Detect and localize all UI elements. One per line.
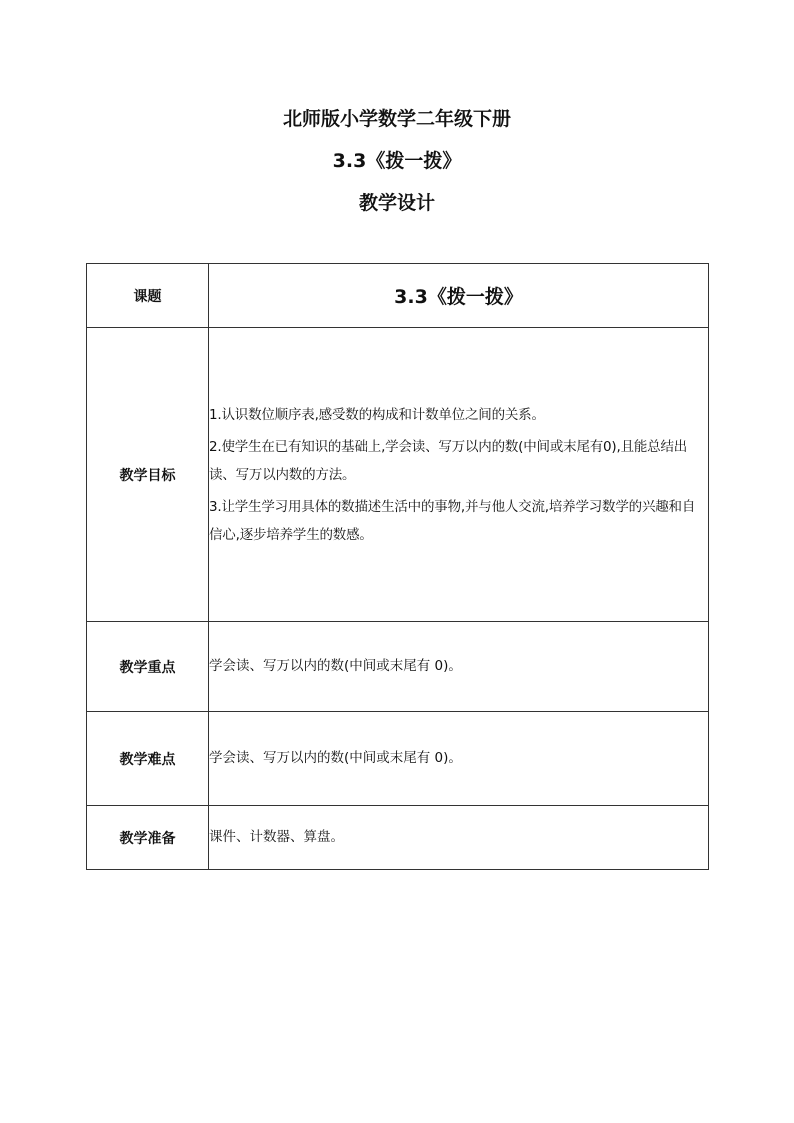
- row-content-preparation: 课件、计数器、算盘。: [209, 806, 709, 870]
- row-label-preparation: 教学准备: [87, 806, 209, 870]
- row-label-objectives: 教学目标: [87, 328, 209, 622]
- row-label-topic: 课题: [87, 264, 209, 328]
- table-row-preparation: [87, 806, 709, 870]
- lesson-title: 3.3《拨一拨》: [332, 150, 462, 172]
- objective-item-2: 2.使学生在已有知识的基础上,学会读、写万以内的数(中间或末尾有0),且能总结出读、写万以内数的方法。: [209, 438, 688, 483]
- table-row-objectives: [87, 328, 709, 622]
- table-row-topic: [87, 264, 709, 328]
- lesson-plan-table: [86, 263, 709, 870]
- row-label-key-points: 教学重点: [87, 622, 209, 712]
- objective-item-3: 3.让学生学习用具体的数描述生活中的事物,并与他人交流,培养学习数学的兴趣和自信心,逐步培养学生的数感。: [209, 498, 696, 543]
- objective-item-1: 1.认识数位顺序表,感受数的构成和计数单位之间的关系。: [209, 406, 545, 423]
- row-label-difficulties: 教学难点: [87, 712, 209, 806]
- table-row-difficulties: [87, 712, 709, 806]
- row-content-difficulties: 学会读、写万以内的数(中间或末尾有 0)。: [209, 712, 709, 806]
- row-content-topic: 3.3《拨一拨》: [209, 264, 709, 328]
- document-type-title: 教学设计: [358, 192, 435, 214]
- table-row-key-points: [87, 622, 709, 712]
- row-content-objectives: [209, 328, 709, 622]
- book-title: 北师版小学数学二年级下册: [282, 108, 511, 130]
- row-content-key-points: 学会读、写万以内的数(中间或末尾有 0)。: [209, 622, 709, 712]
